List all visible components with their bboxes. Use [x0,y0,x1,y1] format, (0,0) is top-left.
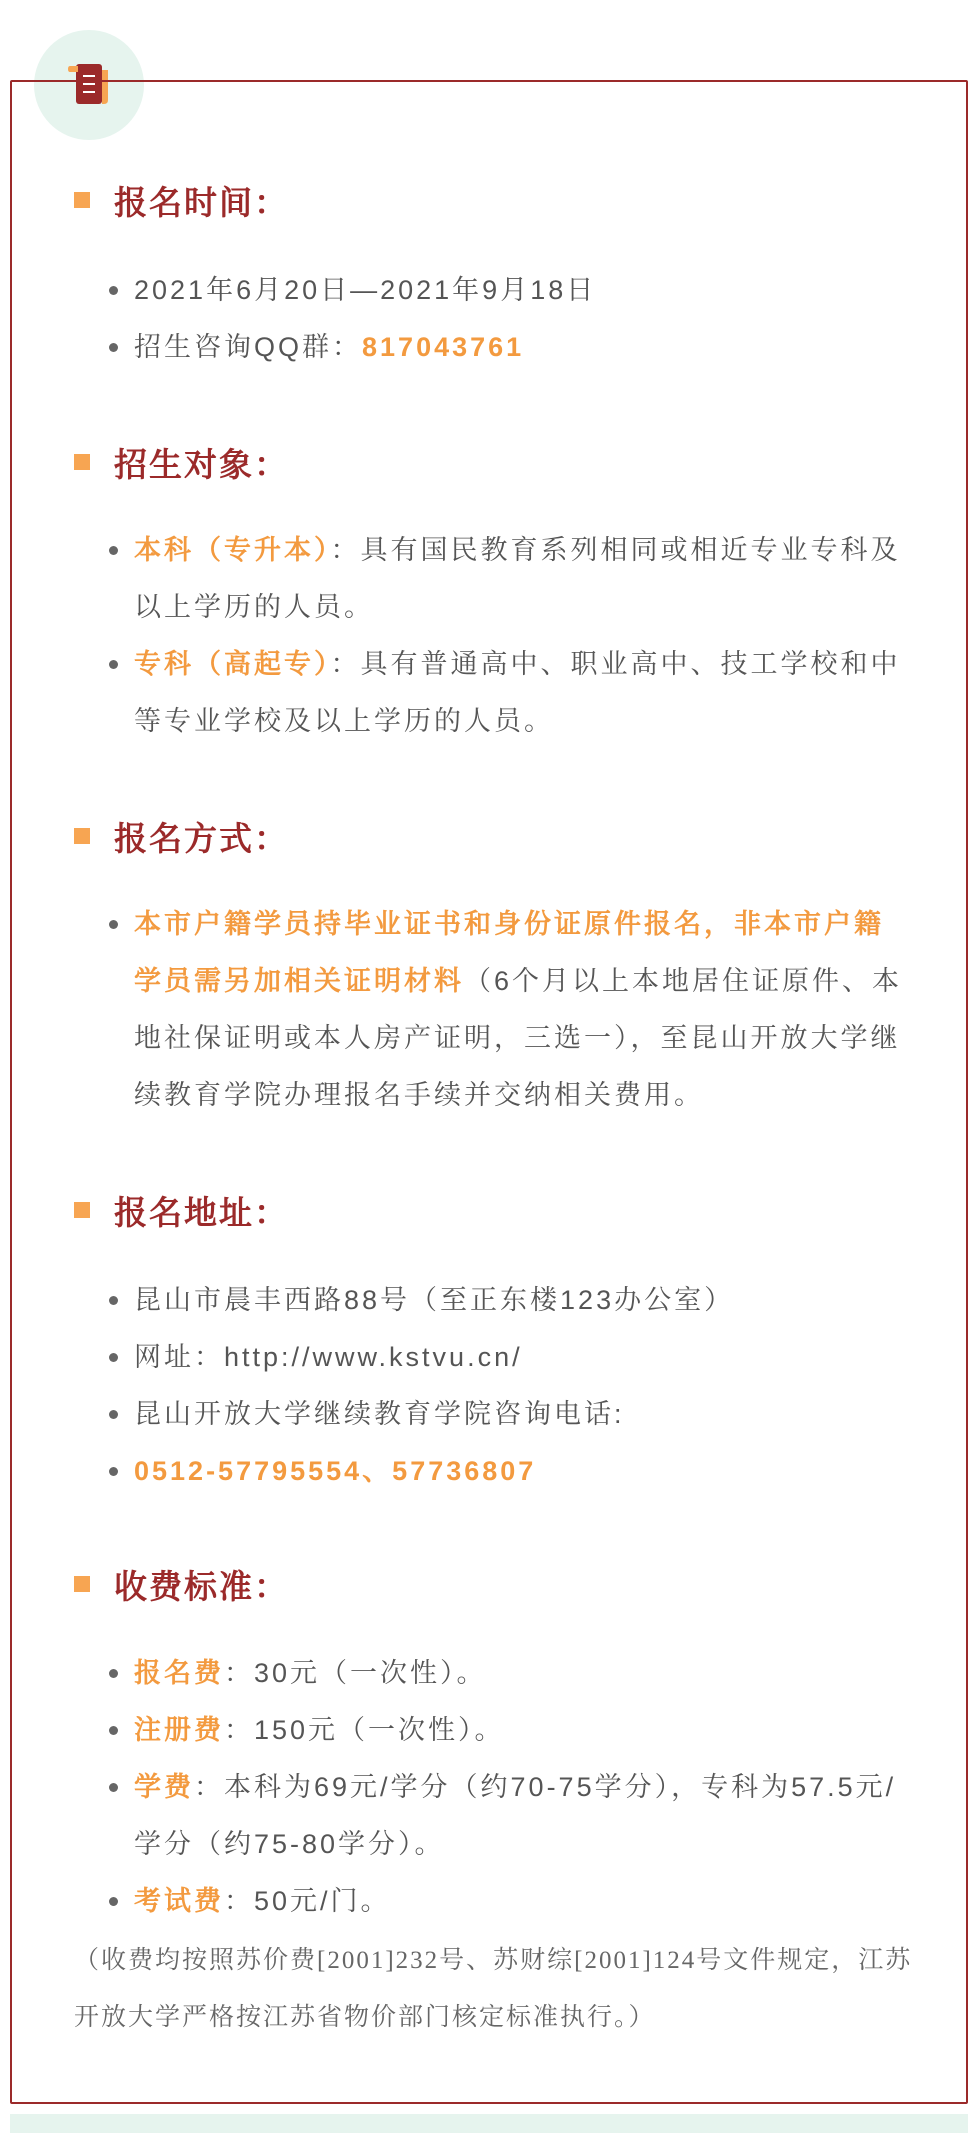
qq-number: 817043761 [362,332,525,362]
list-item-phone-numbers [134,1443,904,1500]
college-label: 专科（高起专） [134,649,331,679]
undergrad-text: ：具有国民教育系列相同或相近专业专科及以上学历的人员。 [134,535,901,622]
list-item-location [134,1272,904,1329]
section-header-method [74,814,289,858]
section-marker-icon [74,1202,90,1218]
list-item-method [134,896,904,1124]
undergrad-label: 本科（专升本） [134,535,331,565]
list-item-enrollment-fee [134,1702,904,1759]
registration-fee-text: ：30元（一次性）。 [224,1658,487,1688]
list-item-exam-fee [134,1873,904,1930]
method-text: （6个月以上本地居住证原件、本地社保证明或本人房产证明，三选一），至昆山开放大学继续教育学院办理报名手续并交纳相关费用。 [134,966,903,1110]
enrollment-fee-label: 注册费 [134,1715,224,1745]
bottom-decoration [10,2114,968,2133]
section-title-target: 招生对象： [114,445,289,483]
section-title-address: 报名地址： [114,1193,289,1231]
qq-label: 招生咨询QQ群： [134,332,363,362]
list-item-college [134,636,904,750]
section-header-address [74,1188,289,1232]
section-title-method: 报名方式： [114,819,289,857]
exam-fee-text: ：50元/门。 [224,1886,391,1916]
address-website[interactable]: 网址：http://www.kstvu.cn/ [134,1342,523,1372]
section-header-time [74,178,289,222]
address-location: 昆山市晨丰西路88号（至正东楼123办公室） [134,1285,735,1315]
section-marker-icon [74,454,90,470]
list-item-period [134,262,904,319]
phone-label: 昆山开放大学继续教育学院咨询电话: [134,1399,625,1429]
registration-fee-label: 报名费 [134,1658,224,1688]
college-text: ：具有普通高中、职业高中、技工学校和中等专业学校及以上学历的人员。 [134,649,901,736]
section-header-target [74,440,289,484]
enrollment-fee-text: ：150元（一次性）。 [224,1715,505,1745]
list-item-registration-fee [134,1645,904,1702]
exam-fee-label: 考试费 [134,1886,224,1916]
list-item-qq [134,319,904,376]
period-text: 2021年6月20日—2021年9月18日 [134,275,597,305]
phone-numbers: 0512-57795554、57736807 [134,1456,537,1486]
section-header-fees [74,1562,289,1606]
section-title-time: 报名时间： [114,183,289,221]
list-item-undergrad [134,522,904,636]
list-item-website [134,1329,904,1386]
fees-note: （收费均按照苏价费[2001]232号、苏财综[2001]124号文件规定，江苏开放大学严格按江苏省物价部门核定标准执行。） [74,1947,913,2031]
section-marker-icon [74,828,90,844]
list-item-phone-label [134,1386,904,1443]
tuition-text: ：本科为69元/学分（约70-75学分），专科为57.5元/学分（约75-80学分）。 [134,1772,897,1859]
section-marker-icon [74,192,90,208]
section-marker-icon [74,1576,90,1592]
section-title-fees: 收费标准： [114,1567,289,1605]
list-item-tuition [134,1759,904,1873]
method-highlight: 本市户籍学员持毕业证书和身份证原件报名，非本市户籍学员需另加相关证明材料 [134,909,884,996]
tuition-label: 学费 [134,1772,194,1802]
